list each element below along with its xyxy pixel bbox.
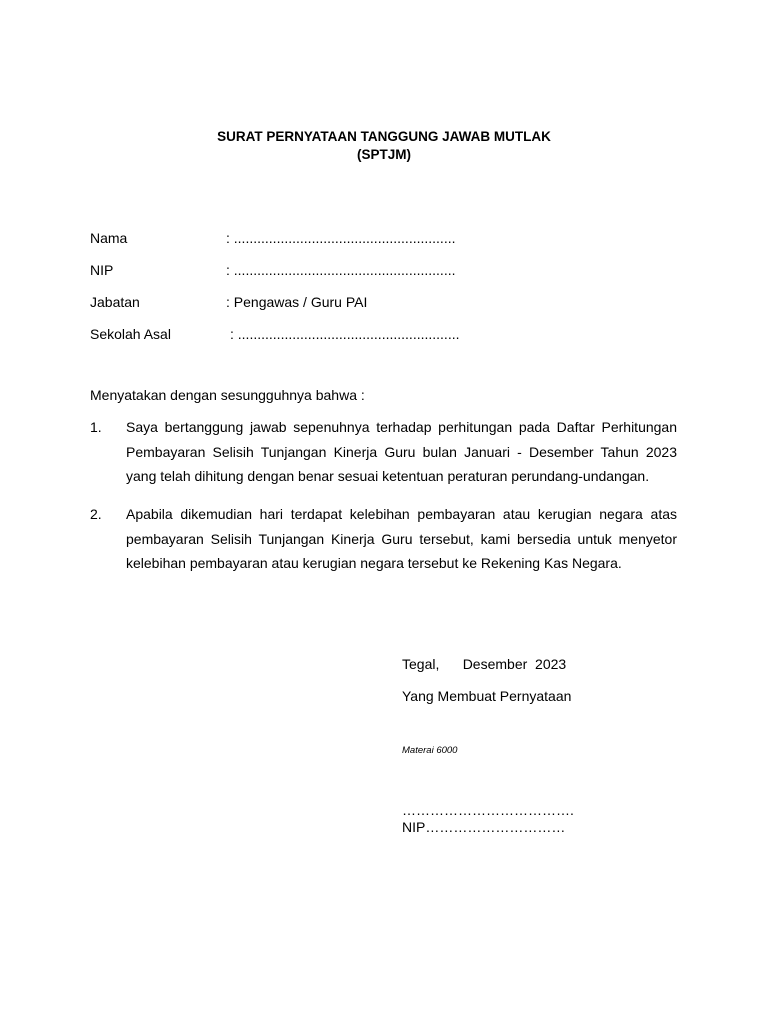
field-value-nip: : ......................................................... <box>226 262 456 278</box>
statement-number: 1. <box>90 419 102 435</box>
field-value-nama: : ......................................................... <box>226 230 456 246</box>
field-label-sekolah-asal: Sekolah Asal <box>90 326 171 342</box>
signature-place-date: Tegal, Desember 2023 <box>402 656 567 672</box>
field-value-jabatan: : Pengawas / Guru PAI <box>226 294 368 310</box>
signature-maker-label: Yang Membuat Pernyataan <box>402 688 572 704</box>
document-title: SURAT PERNYATAAN TANGGUNG JAWAB MUTLAK <box>217 129 551 144</box>
statement-number: 2. <box>90 506 102 522</box>
statement-intro: Menyatakan dengan sesungguhnya bahwa : <box>90 387 365 403</box>
field-label-jabatan: Jabatan <box>90 294 140 310</box>
statement-text: Apabila dikemudian hari terdapat kelebihan pembayaran atau kerugian negara atas pembayaran Selisih Tunjangan Kinerja Guru tersebut, kami bersedia untuk menyetor kelebihan pembayaran atau kerugian negara tersebut ke Rekening Kas Negara. <box>126 506 677 571</box>
document-subtitle: (SPTJM) <box>357 147 411 162</box>
signature-name-line: ………………………………. <box>402 802 574 818</box>
signature-nip-line: NIP………………………… <box>402 819 566 835</box>
field-value-sekolah-asal: : ......................................................... <box>230 326 460 342</box>
field-label-nama: Nama <box>90 230 128 246</box>
stamp-note: Materai 6000 <box>402 745 458 756</box>
statement-text: Saya bertanggung jawab sepenuhnya terhadap perhitungan pada Daftar Perhitungan Pembayaran Selisih Tunjangan Kinerja Guru bulan Januari - Desember Tahun 2023 yang telah dihitung dengan benar sesuai ketentuan peraturan perundang-undangan. <box>126 419 677 484</box>
field-label-nip: NIP <box>90 262 114 278</box>
